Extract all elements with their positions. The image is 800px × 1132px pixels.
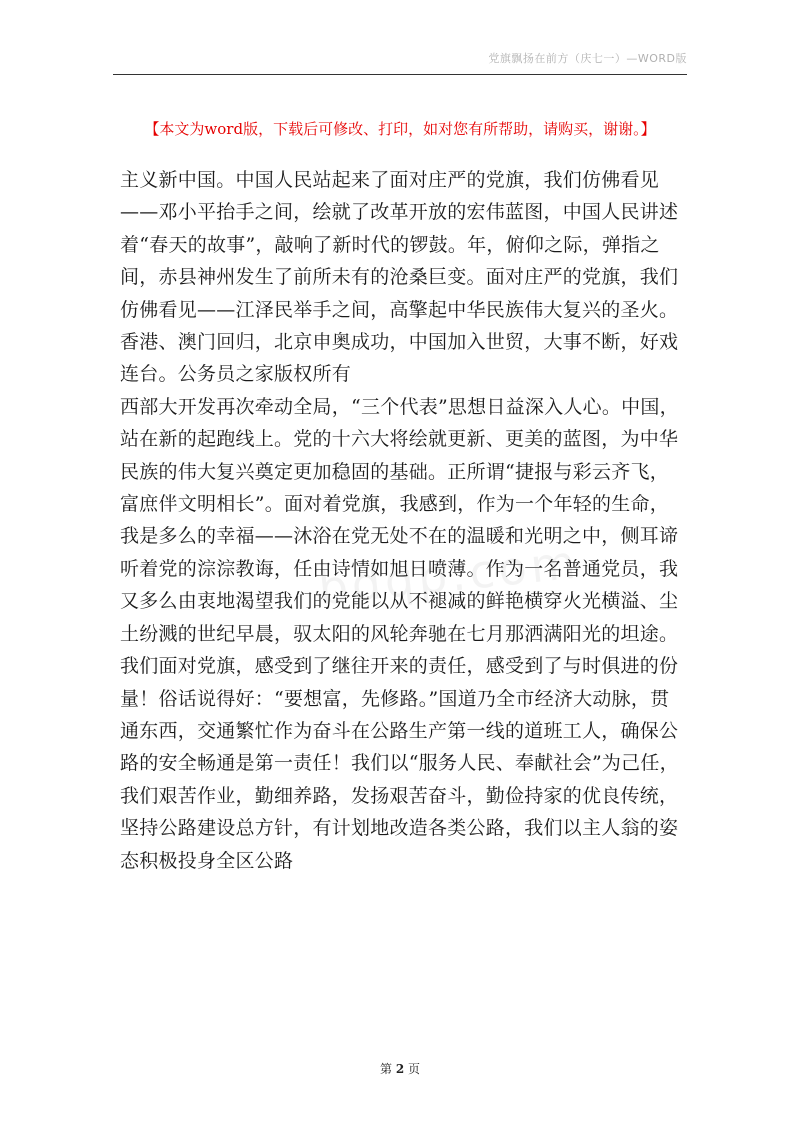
running-header: 党旗飘扬在前方（庆七一）—WORD版 [488, 52, 687, 65]
page-footer [0, 1060, 800, 1077]
paragraph: 主义新中国。中国人民站起来了面对庄严的党旗，我们仿佛看见——邓小平抬手之间，绘就了改革开放的宏伟蓝图，中国人民讲述着“春天的故事”，敲响了新时代的锣鼓。年，俯仰之际，弹指之间，赤县神州发生了前所未有的沧桑巨变。面对庄严的党旗，我们仿佛看见——江泽民举手之间，高擎起中华民族伟大复兴的圣火。香港、澳门回归，北京申奥成功，中国加入世贸，大事不断，好戏连台。公务员之家版权所有 [120, 169, 679, 386]
download-notice: 【本文为word版，下载后可修改、打印，如对您有所帮助，请购买，谢谢。】 [144, 120, 656, 138]
paragraph: 西部大开发再次牵动全局，“三个代表”思想日益深入人心。中国，站在新的起跑线上。党的十六大将绘就更新、更美的蓝图，为中华民族的伟大复兴奠定更加稳固的基础。正所谓“捷报与彩云齐飞，富庶伴文明相长”。面对着党旗，我感到，作为一个年轻的生命，我是多么的幸福——沐浴在党无处不在的温暖和光明之中，侧耳谛听着党的淙淙教诲，任由诗情如旭日喷薄。作为一名普通党员，我又多么由衷地渴望我们的党能以从不褪减的鲜艳横穿火光横溢、尘土纷溅的世纪早晨，驭太阳的风轮奔驰在七月那洒满阳光的坦途。 [120, 395, 679, 645]
footer-prefix: 第 [379, 1062, 392, 1076]
page-number: 2 [395, 1062, 405, 1076]
body-text [120, 164, 686, 877]
footer-suffix: 页 [408, 1062, 421, 1076]
header-divider [113, 74, 687, 75]
paragraph: 我们面对党旗，感受到了继往开来的责任，感受到了与时俱进的份量！俗话说得好：“要想富，先修路。”国道乃全市经济大动脉，贯通东西，交通繁忙作为奋斗在公路生产第一线的道班工人，确保公路的安全畅通是第一责任！我们以“服务人民、奉献社会”为己任，我们艰苦作业，勤细养路，发扬艰苦奋斗，勤俭持家的优良传统，坚持公路建设总方针，有计划地改造各类公路，我们以主人翁的姿态积极投身全区公路 [120, 655, 679, 872]
